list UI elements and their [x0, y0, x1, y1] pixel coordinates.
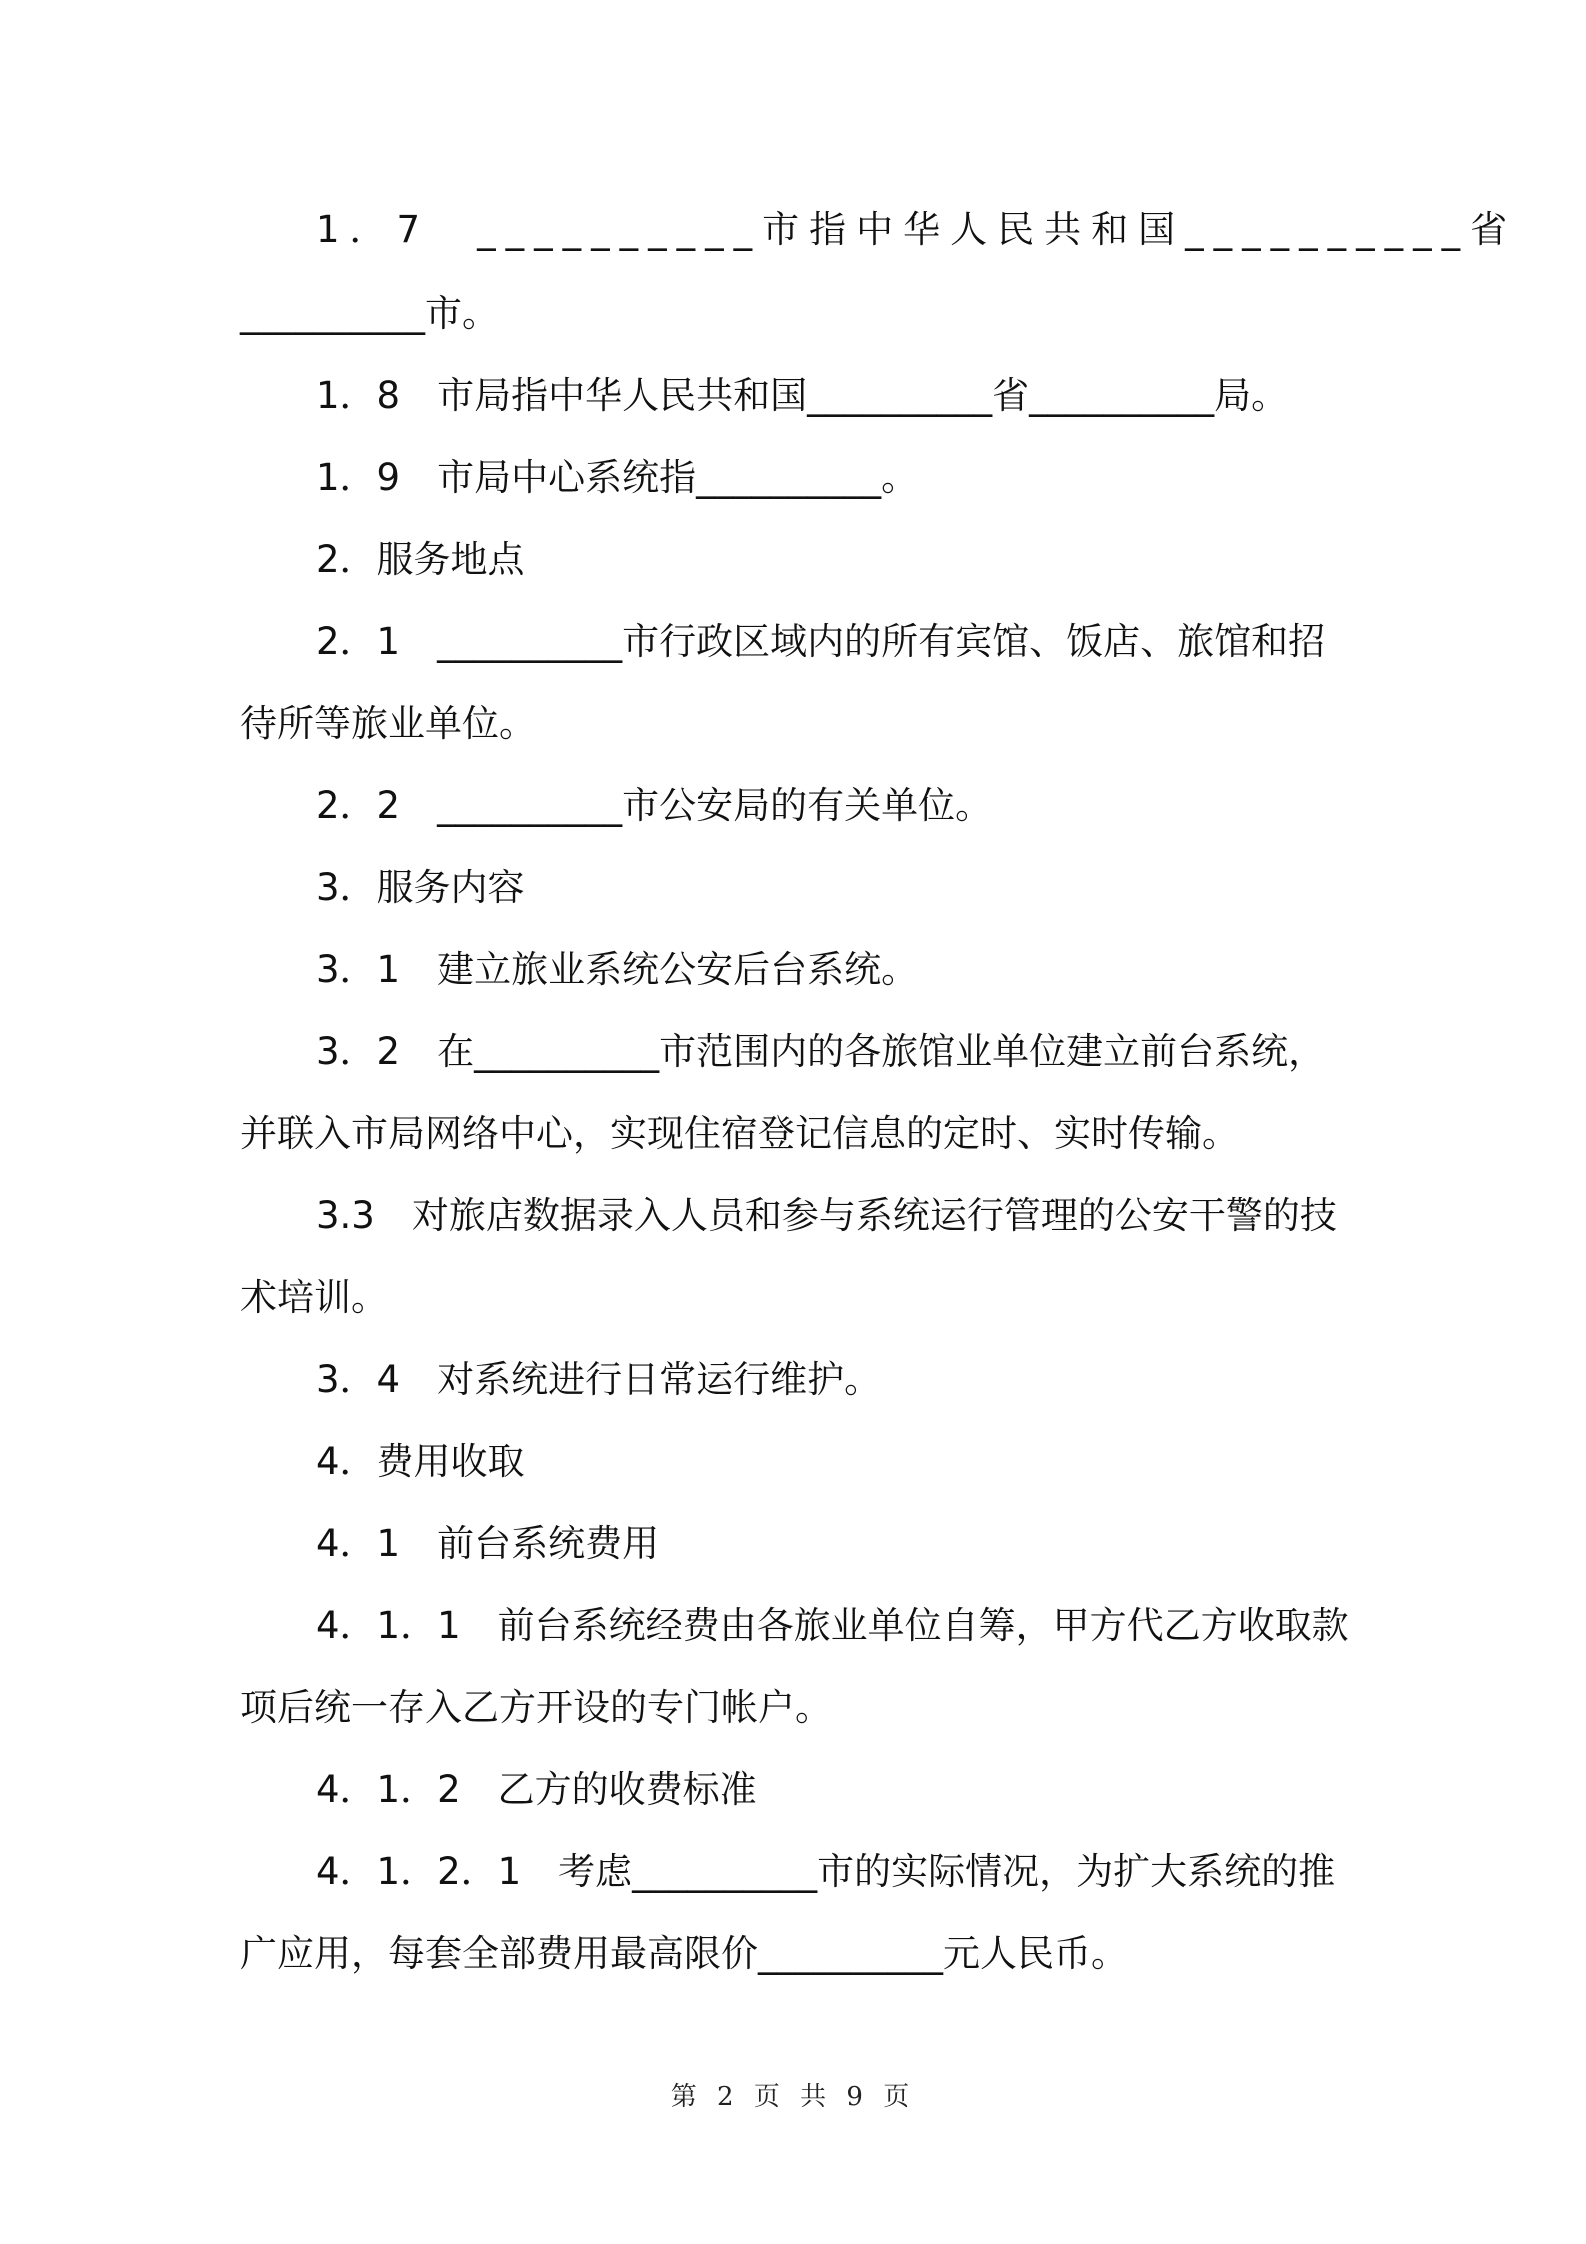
- clause-3-4: 3．4 对系统进行日常运行维护。: [316, 1358, 882, 1401]
- clause-1-7-line-2: __________市。: [240, 292, 499, 335]
- clause-1-7-line-1: 1．7 __________市指中华人民共和国__________省: [316, 208, 1518, 251]
- section-4-heading: 4．费用收取: [316, 1440, 525, 1483]
- clause-1-9: 1．9 市局中心系统指__________。: [316, 456, 919, 499]
- clause-4-1-1-line-2: 项后统一存入乙方开设的专门帐户。: [240, 1686, 832, 1729]
- clause-4-1-2: 4．1．2 乙方的收费标准: [316, 1768, 757, 1811]
- clause-2-1-line-2: 待所等旅业单位。: [240, 702, 536, 745]
- section-2-heading: 2．服务地点: [316, 538, 525, 581]
- clause-4-1-2-1-line-1: 4．1．2．1 考虑__________市的实际情况，为扩大系统的推: [316, 1850, 1336, 1893]
- clause-4-1: 4．1 前台系统费用: [316, 1522, 660, 1565]
- clause-2-2: 2．2 __________市公安局的有关单位。: [316, 784, 993, 827]
- clause-3-3-line-1: 3.3 对旅店数据录入人员和参与系统运行管理的公安干警的技: [316, 1194, 1337, 1237]
- clause-3-1: 3．1 建立旅业系统公安后台系统。: [316, 948, 919, 991]
- clause-4-1-2-1-line-2: 广应用，每套全部费用最高限价__________元人民币。: [240, 1932, 1128, 1975]
- clause-2-1-line-1: 2．1 __________市行政区域内的所有宾馆、饭店、旅馆和招: [316, 620, 1326, 663]
- clause-3-2-line-2: 并联入市局网络中心，实现住宿登记信息的定时、实时传输。: [240, 1112, 1239, 1155]
- page-footer: 第 2 页 共 9 页: [670, 2082, 916, 2112]
- clause-3-3-line-2: 术培训。: [240, 1276, 388, 1319]
- clause-4-1-1-line-1: 4．1．1 前台系统经费由各旅业单位自筹，甲方代乙方收取款: [316, 1604, 1349, 1647]
- clause-1-8: 1．8 市局指中华人民共和国__________省__________局。: [316, 374, 1289, 417]
- section-3-heading: 3．服务内容: [316, 866, 525, 909]
- clause-3-2-line-1: 3．2 在__________市范围内的各旅馆业单位建立前台系统，: [316, 1030, 1326, 1073]
